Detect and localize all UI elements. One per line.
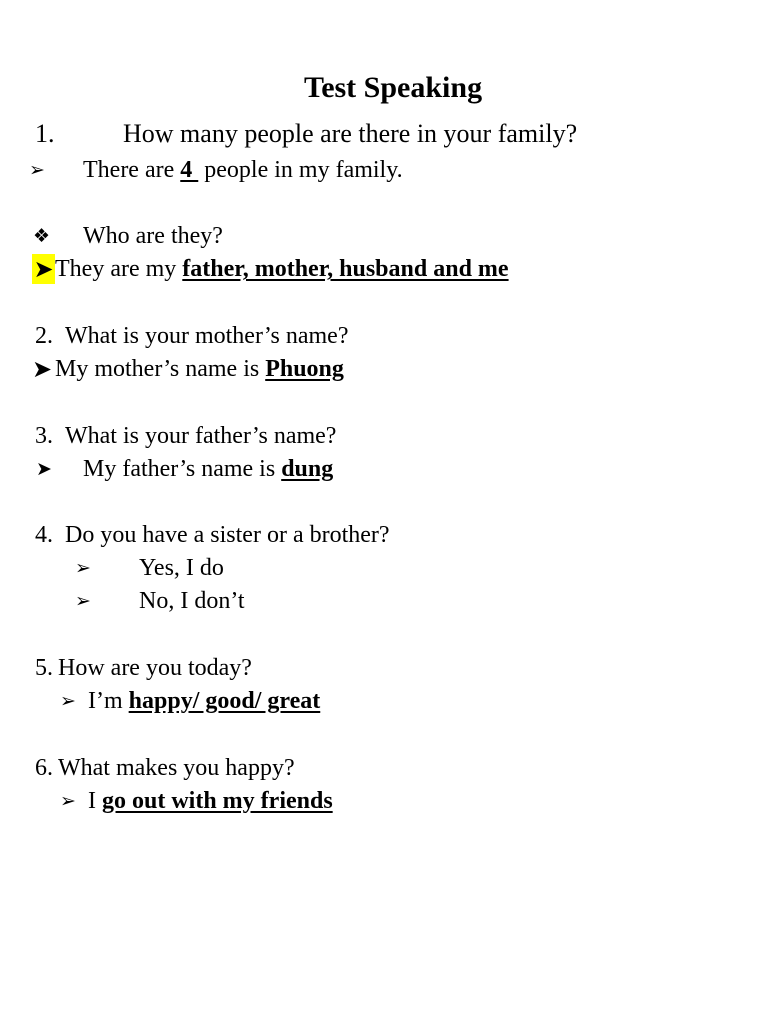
question-2-text: What is your mother’s name? [65, 323, 349, 349]
question-2-number: 2. [35, 323, 53, 349]
answer-1b-prefix: They are my [55, 256, 183, 282]
answer-1-suffix: people in my family. [198, 157, 403, 183]
arrowhead-bullet-icon: ➢ [29, 159, 45, 181]
arrowhead-bullet-icon: ➢ [60, 790, 76, 812]
answer-2-value: Phuong [265, 356, 344, 382]
answer-5 [88, 686, 320, 716]
answer-4-yes: Yes, I do [139, 555, 224, 581]
question-3-number: 3. [35, 423, 53, 449]
arrowhead-bullet-icon: ➢ [75, 557, 91, 579]
question-5-text: How are you today? [58, 655, 252, 681]
answer-1b [55, 254, 509, 284]
question-1-number: 1. [35, 119, 55, 148]
answer-6-value: go out with my friends [102, 788, 333, 814]
answer-1b-value: father, mother, husband and me [182, 256, 509, 282]
question-3-text: What is your father’s name? [65, 423, 337, 449]
answer-4-no: No, I don’t [139, 588, 245, 614]
answer-1-prefix: There are [83, 157, 181, 183]
answer-1-value: 4 [180, 157, 199, 183]
arrowhead-bullet-icon: ➢ [75, 590, 91, 612]
answer-3 [83, 454, 333, 484]
four-diamond-bullet-icon: ❖ [33, 225, 51, 247]
answer-6 [88, 786, 333, 816]
question-6-text: What makes you happy? [58, 755, 295, 781]
answer-3-prefix: My father’s name is [83, 456, 282, 482]
answer-2-prefix: My mother’s name is [55, 356, 266, 382]
page-title: Test Speaking [303, 71, 483, 104]
question-4-number: 4. [35, 522, 53, 548]
answer-1 [83, 155, 403, 185]
question-1b-text: Who are they? [83, 223, 223, 249]
arrowhead-bullet-icon: ➤ [36, 458, 52, 480]
answer-5-prefix: I’m [88, 688, 129, 714]
answer-5-value: happy/ good/ great [128, 688, 321, 714]
answer-2 [55, 354, 344, 384]
question-6-number: 6. [35, 755, 53, 781]
arrowhead-bullet-icon: ➢ [60, 690, 76, 712]
answer-3-value: dung [281, 456, 334, 482]
question-1-text: How many people are there in your family? [123, 119, 578, 148]
highlighted-arrowhead-bullet-icon: ➤ [33, 255, 54, 283]
answer-6-prefix: I [88, 788, 102, 814]
question-5-number: 5. [35, 655, 53, 681]
arrowhead-bullet-icon: ➤ [32, 355, 53, 383]
question-4-text: Do you have a sister or a brother? [65, 522, 390, 548]
